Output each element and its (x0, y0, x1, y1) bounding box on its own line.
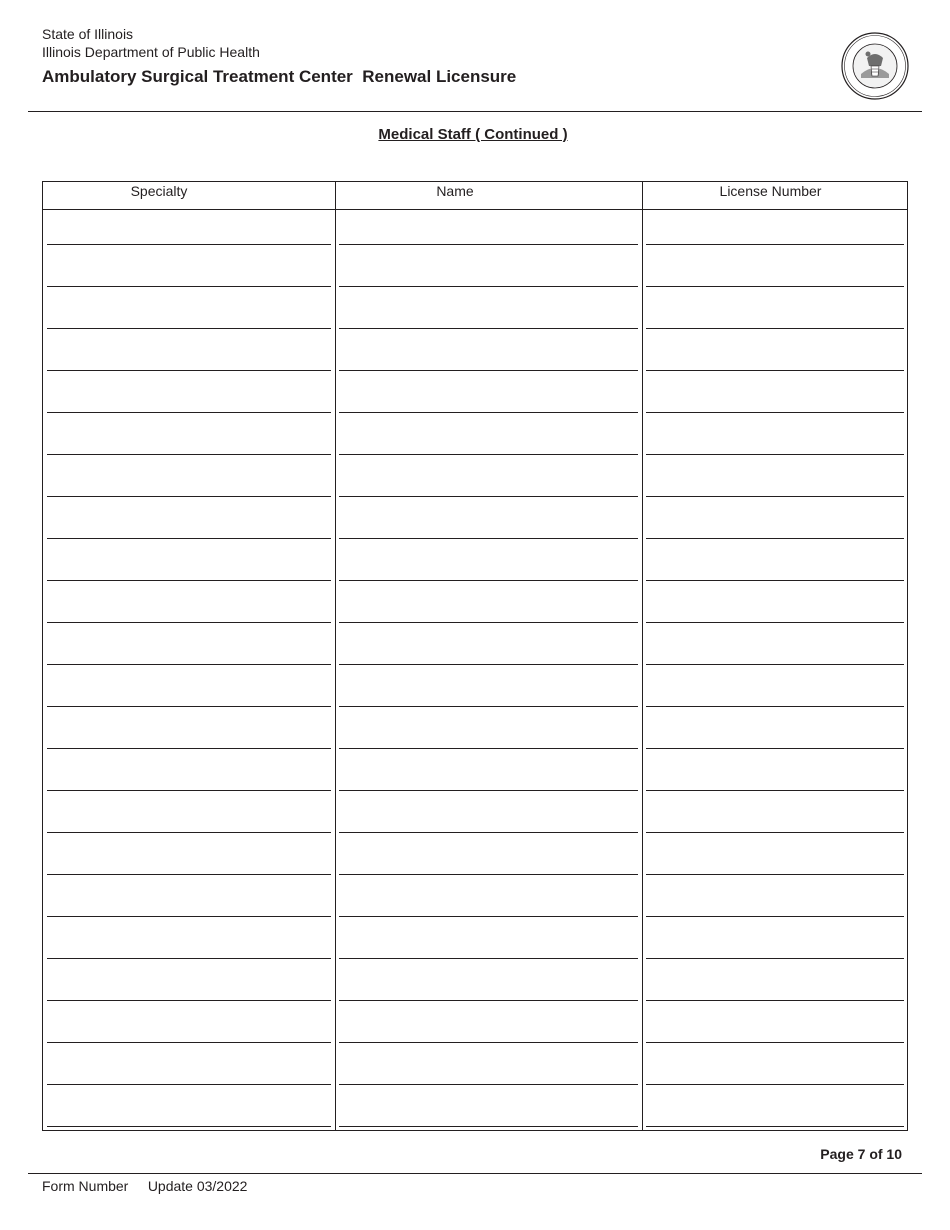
entry-line-name[interactable] (339, 790, 638, 791)
entry-line-specialty[interactable] (47, 412, 331, 413)
entry-line-specialty[interactable] (47, 454, 331, 455)
entry-line-name[interactable] (339, 286, 638, 287)
entry-line-license-number[interactable] (646, 1084, 904, 1085)
entry-line-name[interactable] (339, 1042, 638, 1043)
entry-line-license-number[interactable] (646, 244, 904, 245)
medical-staff-table (42, 181, 908, 1131)
entry-line-license-number[interactable] (646, 916, 904, 917)
closing-line-name (339, 1130, 638, 1131)
entry-line-specialty[interactable] (47, 538, 331, 539)
column-header-license-number: License Number (719, 183, 822, 199)
entry-line-specialty[interactable] (47, 370, 331, 371)
entry-line-license-number[interactable] (646, 958, 904, 959)
entry-line-name[interactable] (339, 874, 638, 875)
form-title: Ambulatory Surgical Treatment Center Renewal Licensure (42, 67, 517, 86)
entry-line-license-number[interactable] (646, 622, 904, 623)
entry-line-license-number[interactable] (646, 1000, 904, 1001)
entry-line-name[interactable] (339, 244, 638, 245)
entry-line-name[interactable] (339, 538, 638, 539)
entry-line-name[interactable] (339, 1126, 638, 1127)
entry-line-license-number[interactable] (646, 496, 904, 497)
entry-line-name[interactable] (339, 958, 638, 959)
state-name: State of Illinois (42, 26, 134, 42)
entry-line-specialty[interactable] (47, 664, 331, 665)
entry-line-specialty[interactable] (47, 328, 331, 329)
entry-line-specialty[interactable] (47, 832, 331, 833)
entry-line-name[interactable] (339, 370, 638, 371)
closing-line-specialty (47, 1130, 331, 1131)
entry-line-specialty[interactable] (47, 622, 331, 623)
entry-line-specialty[interactable] (47, 958, 331, 959)
entry-line-license-number[interactable] (646, 1042, 904, 1043)
header-row-divider (43, 209, 907, 210)
entry-line-specialty[interactable] (47, 874, 331, 875)
column-divider (642, 182, 643, 1130)
header-divider (28, 111, 922, 112)
entry-line-license-number[interactable] (646, 706, 904, 707)
page-number: Page 7 of 10 (820, 1146, 902, 1162)
entry-line-specialty[interactable] (47, 706, 331, 707)
footer (42, 1178, 247, 1194)
entry-line-name[interactable] (339, 622, 638, 623)
entry-line-specialty[interactable] (47, 748, 331, 749)
entry-line-license-number[interactable] (646, 664, 904, 665)
state-seal-icon (841, 32, 909, 100)
entry-line-specialty[interactable] (47, 580, 331, 581)
entry-line-license-number[interactable] (646, 412, 904, 413)
entry-line-name[interactable] (339, 454, 638, 455)
section-title: Medical Staff ( Continued ) (378, 126, 568, 143)
entry-line-specialty[interactable] (47, 1042, 331, 1043)
entry-line-license-number[interactable] (646, 832, 904, 833)
entry-line-license-number[interactable] (646, 748, 904, 749)
entry-line-name[interactable] (339, 328, 638, 329)
entry-line-license-number[interactable] (646, 874, 904, 875)
entry-line-name[interactable] (339, 412, 638, 413)
entry-line-license-number[interactable] (646, 286, 904, 287)
entry-line-license-number[interactable] (646, 454, 904, 455)
entry-line-name[interactable] (339, 1084, 638, 1085)
entry-line-specialty[interactable] (47, 790, 331, 791)
column-header-specialty: Specialty (130, 183, 188, 199)
entry-line-specialty[interactable] (47, 1000, 331, 1001)
entry-line-name[interactable] (339, 496, 638, 497)
footer-divider (28, 1173, 922, 1174)
department-name: Illinois Department of Public Health (42, 44, 260, 60)
entry-line-specialty[interactable] (47, 1084, 331, 1085)
update-label: Update 03/2022 (147, 1178, 248, 1194)
entry-line-name[interactable] (339, 916, 638, 917)
entry-line-license-number[interactable] (646, 790, 904, 791)
entry-line-license-number[interactable] (646, 538, 904, 539)
entry-line-name[interactable] (339, 580, 638, 581)
column-divider (335, 182, 336, 1130)
entry-line-specialty[interactable] (47, 286, 331, 287)
entry-line-name[interactable] (339, 1000, 638, 1001)
entry-line-name[interactable] (339, 706, 638, 707)
entry-line-license-number[interactable] (646, 328, 904, 329)
entry-line-specialty[interactable] (47, 916, 331, 917)
entry-line-specialty[interactable] (47, 1126, 331, 1127)
closing-line-license-number (646, 1130, 904, 1131)
entry-line-license-number[interactable] (646, 580, 904, 581)
entry-line-specialty[interactable] (47, 496, 331, 497)
entry-line-specialty[interactable] (47, 244, 331, 245)
column-header-name: Name (436, 183, 474, 199)
entry-line-name[interactable] (339, 664, 638, 665)
entry-line-license-number[interactable] (646, 1126, 904, 1127)
entry-line-name[interactable] (339, 832, 638, 833)
entry-line-license-number[interactable] (646, 370, 904, 371)
entry-line-name[interactable] (339, 748, 638, 749)
form-number-label: Form Number (42, 1178, 129, 1194)
